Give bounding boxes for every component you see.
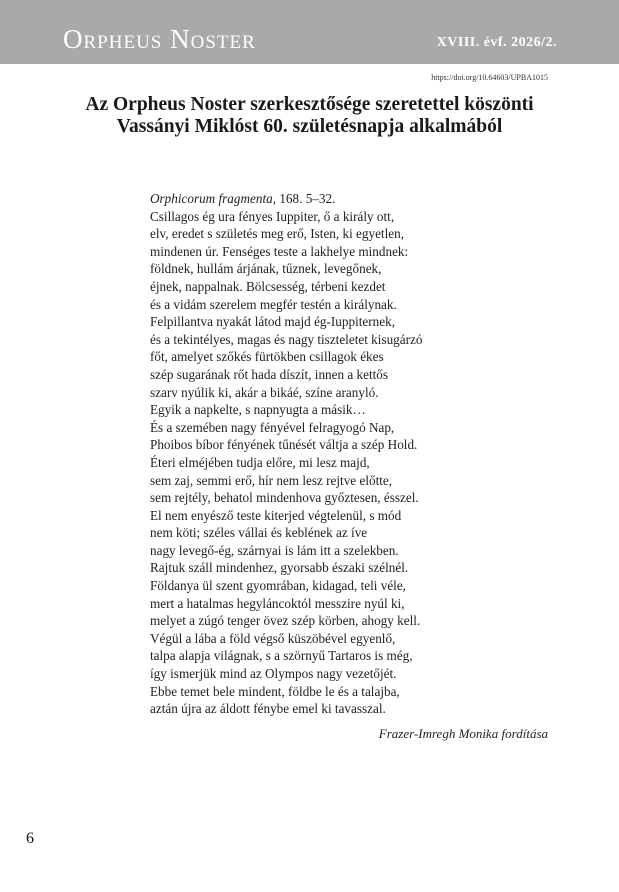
poem-line: sem rejtély, behatol mindenhova győztesen, ésszel. [150, 490, 419, 506]
poem-line: Felpillantva nyakát látod majd ég-Iuppiternek, [150, 314, 395, 330]
poem-line: és a tekintélyes, magas és nagy tiszteletet kisugárzó [150, 331, 423, 347]
poem-line: mindenen úr. Fenséges teste a lakhelye mindnek: [150, 243, 409, 259]
poem-line: El nem enyésző teste kiterjed végtelenül, s mód [150, 507, 402, 523]
poem-source-title: Orphicorum fragmenta, [150, 191, 277, 206]
poem-line: szép sugarának rőt hada díszít, innen a kettős [150, 366, 389, 382]
poem-line: Csillagos ég ura fényes Iuppiter, ő a király ott, [150, 208, 395, 224]
poem-line: Földanya ül szent gyomrában, kidagad, teli véle, [150, 578, 406, 594]
translator-credit: Frazer-Imregh Monika fordítása [378, 726, 548, 741]
poem-source-ref: 168. 5–32. [276, 191, 336, 206]
poem-line: éjnek, nappalnak. Bölcsesség, térbeni kezdet [150, 278, 386, 294]
doi-link[interactable]: https://doi.org/10.64603/UPBA1015 [431, 73, 548, 82]
article-title-line-1: Az Orpheus Noster szerkesztősége szeretettel köszönti [85, 94, 534, 115]
poem-line: aztán újra az áldott fénybe emel ki tavasszal. [150, 701, 386, 717]
poem-line: Ebbe temet bele mindent, földbe le és a talajba, [150, 683, 400, 699]
issue-label: XVIII. évf. 2026/2. [436, 35, 557, 50]
journal-logo: Orpheus Noster [63, 24, 256, 54]
poem-line: talpa alapja világnak, s a szörnyű Tartaros is még, [150, 648, 413, 664]
poem-line: melyet a zúgó tenger övez szép körben, ahogy kell. [150, 613, 421, 629]
poem-line: elv, eredet s születés meg erő, Isten, ki egyetlen, [150, 226, 405, 242]
poem-line: Phoibos bíbor fényének tűnését váltja a szép Hold. [150, 437, 418, 453]
poem-line: nagy levegő-ég, szárnyai is lám itt a szelekben. [150, 542, 399, 558]
page-number: 6 [26, 830, 34, 847]
poem-line: földnek, hullám árjának, tűznek, levegőnek, [150, 261, 382, 277]
poem-line: És a szemében nagy fényével felragyogó Nap, [150, 419, 395, 435]
poem-line: mert a hatalmas hegyláncoktól messzire nyúl ki, [150, 595, 405, 611]
poem-source [150, 190, 480, 208]
poem-line: nem köti; széles vállai és keblének az íve [150, 525, 368, 541]
poem-line: és a vidám szerelem megfér testén a királynak. [150, 296, 397, 312]
poem-line: Egyik a napkelte, s napnyugta a másik… [150, 402, 366, 418]
poem-line: Végül a lába a föld végső küszöbével egyenlő, [150, 630, 396, 646]
poem-line: szarv nyúlik ki, akár a bikáé, színe aranyló. [150, 384, 379, 400]
poem-line: így ismerjük mind az Olympos nagy vezetőjét. [150, 666, 397, 682]
poem-body [150, 190, 480, 718]
poem-line: főt, amelyet szőkés fürtökben csillagok ékes [150, 349, 384, 365]
article-title-line-2: Vassányi Miklóst 60. születésnapja alkalmából [116, 116, 503, 137]
journal-header-bar [0, 0, 619, 64]
poem-line: sem zaj, semmi erő, hír nem lesz rejtve előtte, [150, 472, 393, 488]
poem-line: Éteri elméjében tudja előre, mi lesz majd, [150, 454, 370, 470]
poem-line: Rajtuk száll mindenhez, gyorsabb északi szélnél. [150, 560, 409, 576]
article-title [40, 94, 579, 138]
